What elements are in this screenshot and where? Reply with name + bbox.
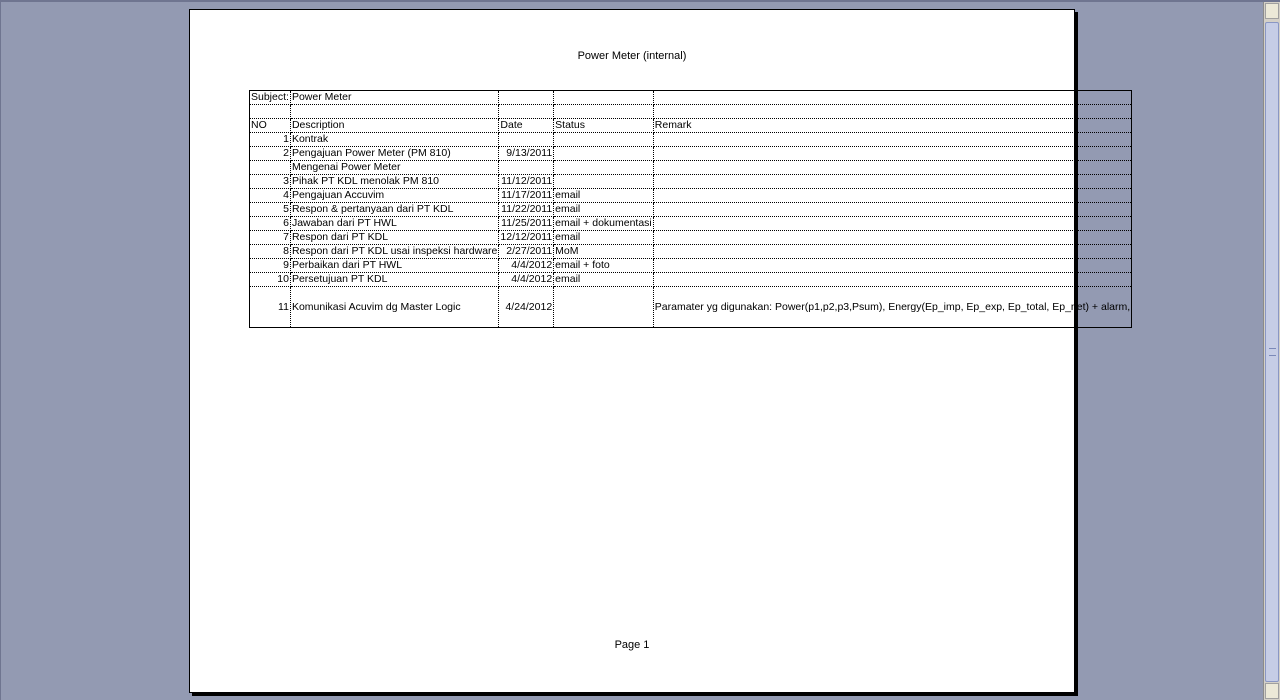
row-description: Kontrak bbox=[290, 133, 498, 147]
header-description: Description bbox=[290, 119, 498, 133]
table-row bbox=[250, 133, 1132, 147]
header-row bbox=[250, 119, 1132, 133]
row-no: 7 bbox=[250, 231, 291, 245]
row-date bbox=[499, 161, 554, 175]
row-date: 4/24/2012 bbox=[499, 287, 554, 328]
row-status: email bbox=[554, 189, 654, 203]
scroll-up-button[interactable] bbox=[1265, 3, 1279, 19]
header-remark: Remark bbox=[653, 119, 1131, 133]
row-remark bbox=[653, 133, 1131, 147]
row-status: email + dokumentasi bbox=[555, 217, 652, 229]
row-remark bbox=[653, 175, 1131, 189]
table-row bbox=[250, 175, 1132, 189]
row-date: 2/27/2011 bbox=[499, 245, 554, 259]
scroll-thumb[interactable] bbox=[1265, 22, 1279, 682]
page-footer: Page 1 bbox=[614, 639, 650, 651]
page-title: Power Meter (internal) bbox=[577, 50, 687, 62]
worksheet-table bbox=[249, 90, 1132, 328]
row-date: 4/4/2012 bbox=[499, 273, 554, 287]
row-no: 5 bbox=[250, 203, 291, 217]
header-status: Status bbox=[554, 119, 654, 133]
blank-row bbox=[250, 105, 1132, 119]
table-row bbox=[250, 217, 1132, 231]
subject-row bbox=[250, 91, 1132, 105]
row-remark bbox=[653, 259, 1131, 273]
table-row bbox=[250, 287, 1132, 328]
row-date: 9/13/2011 bbox=[499, 147, 554, 161]
row-description: Pihak PT KDL menolak PM 810 bbox=[290, 175, 498, 189]
table-row bbox=[250, 203, 1132, 217]
header-no: NO bbox=[250, 119, 291, 133]
row-status bbox=[554, 175, 654, 189]
scroll-down-button[interactable] bbox=[1265, 683, 1279, 699]
row-description: Jawaban dari PT HWL bbox=[290, 217, 498, 231]
table-row bbox=[250, 161, 1132, 175]
row-remark bbox=[653, 203, 1131, 217]
table-row bbox=[250, 245, 1132, 259]
row-description: Mengenai Power Meter bbox=[290, 161, 498, 175]
table-row bbox=[250, 259, 1132, 273]
row-remark bbox=[653, 245, 1131, 259]
row-date: 12/12/2011 bbox=[500, 231, 553, 243]
row-status: email bbox=[554, 203, 654, 217]
row-no: 9 bbox=[250, 259, 291, 273]
row-remark bbox=[653, 189, 1131, 203]
row-description: Komunikasi Acuvim dg Master Logic bbox=[290, 287, 498, 328]
row-date bbox=[499, 133, 554, 147]
row-no: 4 bbox=[250, 189, 291, 203]
row-date: 11/17/2011 bbox=[499, 189, 554, 203]
row-description: Respon & pertanyaan dari PT KDL bbox=[290, 203, 498, 217]
row-remark bbox=[653, 217, 1131, 231]
document-page bbox=[189, 9, 1131, 693]
row-date: 4/4/2012 bbox=[499, 259, 554, 273]
row-description: Pengajuan Accuvim bbox=[290, 189, 498, 203]
row-status bbox=[554, 147, 654, 161]
row-no: 8 bbox=[250, 245, 291, 259]
row-no: 10 bbox=[250, 273, 291, 287]
row-no: 2 bbox=[250, 147, 291, 161]
row-no: 6 bbox=[250, 217, 291, 231]
vertical-scrollbar[interactable] bbox=[1263, 2, 1280, 700]
table-row bbox=[250, 273, 1132, 287]
row-no: 11 bbox=[250, 287, 291, 328]
row-description: Respon dari PT KDL usai inspeksi hardware bbox=[291, 245, 498, 257]
table-row bbox=[250, 147, 1132, 161]
row-no: 1 bbox=[250, 133, 291, 147]
table-row bbox=[250, 231, 1132, 245]
row-no: 3 bbox=[250, 175, 291, 189]
row-description: Persetujuan PT KDL bbox=[290, 273, 498, 287]
row-description: Pengajuan Power Meter (PM 810) bbox=[290, 147, 498, 161]
row-status bbox=[554, 133, 654, 147]
grip-icon bbox=[1269, 348, 1276, 356]
row-status: email bbox=[554, 273, 654, 287]
subject-label: Subject: bbox=[251, 91, 289, 103]
row-remark: Paramater yg digunakan: Power(p1,p2,p3,Psum), Energy(Ep_imp, Ep_exp, Ep_total, Ep_net) + alarm, bbox=[654, 300, 1131, 313]
row-remark bbox=[653, 231, 1131, 245]
row-description: Respon dari PT KDL bbox=[290, 231, 498, 245]
header-date: Date bbox=[499, 119, 554, 133]
row-date: 11/25/2011 bbox=[499, 217, 554, 231]
row-status bbox=[554, 287, 654, 328]
subject-value: Power Meter bbox=[290, 91, 498, 105]
row-status: email + foto bbox=[554, 259, 654, 273]
row-status bbox=[554, 161, 654, 175]
row-status: MoM bbox=[554, 245, 654, 259]
row-remark bbox=[653, 273, 1131, 287]
row-date: 11/22/2011 bbox=[499, 203, 554, 217]
row-remark bbox=[653, 161, 1131, 175]
row-description: Perbaikan dari PT HWL bbox=[290, 259, 498, 273]
row-remark bbox=[653, 147, 1131, 161]
table-row bbox=[250, 189, 1132, 203]
row-status: email bbox=[554, 231, 654, 245]
row-no bbox=[250, 161, 291, 175]
row-date: 11/12/2011 bbox=[499, 175, 554, 189]
